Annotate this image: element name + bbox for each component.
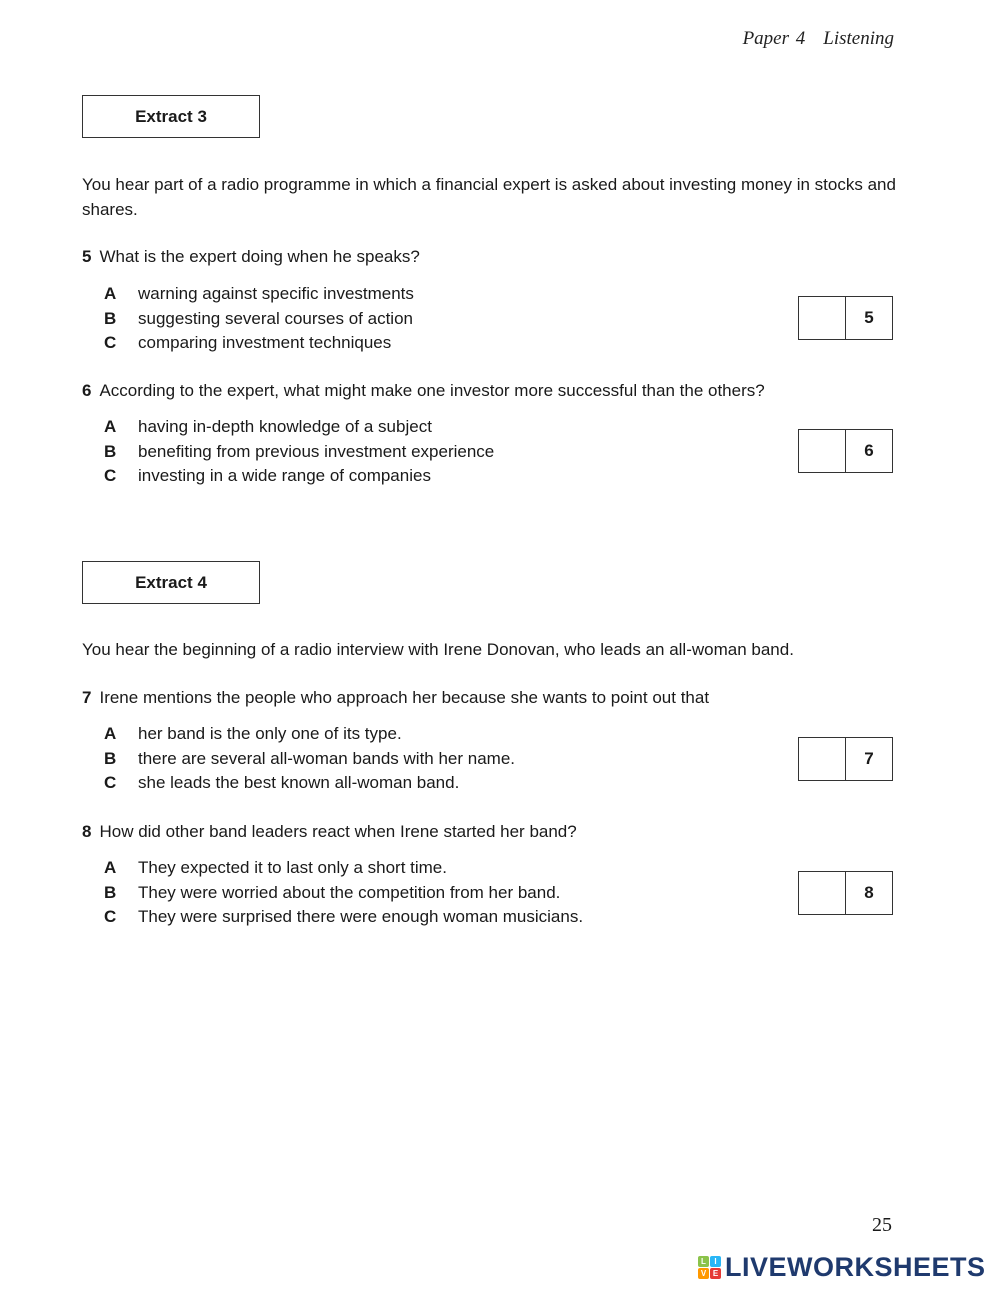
question-5-options	[104, 282, 414, 356]
option-c: C she leads the best known all-woman band.	[104, 773, 460, 792]
option-a: A her band is the only one of its type.	[104, 724, 402, 743]
option-a: A warning against specific investments	[104, 284, 414, 303]
question-number: 8	[82, 822, 92, 841]
extract-4-intro: You hear the beginning of a radio interview with Irene Donovan, who leads an all-woman band.	[82, 640, 794, 659]
answer-box-7	[798, 737, 893, 781]
question-number: 6	[82, 381, 92, 400]
page-header	[743, 28, 894, 50]
liveworksheets-icon: L I V E	[698, 1256, 721, 1279]
answer-box-8	[798, 871, 893, 915]
page-number: 25	[872, 1214, 892, 1236]
question-8-options	[104, 856, 583, 930]
question-5	[82, 245, 420, 269]
answer-box-number: 6	[864, 441, 874, 460]
question-6-options	[104, 415, 494, 489]
question-7-options	[104, 722, 515, 796]
extract-3-intro: You hear part of a radio programme in which a financial expert is asked about investing money in stocks and shares.	[82, 175, 896, 219]
option-a: A having in-depth knowledge of a subject	[104, 417, 432, 436]
answer-box-5	[798, 296, 893, 340]
answer-input-8[interactable]	[799, 872, 846, 914]
answer-box-number: 8	[864, 883, 874, 902]
option-a: A They expected it to last only a short time.	[104, 858, 447, 877]
question-7	[82, 686, 709, 710]
question-number: 7	[82, 688, 92, 707]
option-b: B benefiting from previous investment experience	[104, 441, 495, 461]
option-b: B there are several all-woman bands with her name.	[104, 748, 516, 768]
question-text: How did other band leaders react when Irene started her band?	[99, 822, 577, 841]
extract-4-title: Extract 4	[82, 561, 260, 604]
question-6	[82, 379, 765, 403]
option-b: B They were worried about the competition from her band.	[104, 882, 561, 902]
option-c: C They were surprised there were enough woman musicians.	[104, 907, 584, 926]
question-text: What is the expert doing when he speaks?	[99, 247, 420, 266]
liveworksheets-text: LIVEWORKSHEETS	[725, 1252, 986, 1282]
question-text: Irene mentions the people who approach her because she wants to point out that	[99, 688, 710, 707]
option-c: C comparing investment techniques	[104, 333, 392, 352]
answer-input-5[interactable]	[799, 297, 846, 339]
answer-input-7[interactable]	[799, 738, 846, 780]
extract-3-title: Extract 3	[82, 95, 260, 138]
section-label: Listening	[823, 28, 894, 49]
option-b: B suggesting several courses of action	[104, 308, 413, 328]
question-number: 5	[82, 247, 92, 266]
answer-box-number: 7	[864, 749, 874, 768]
answer-input-6[interactable]	[799, 430, 846, 472]
question-text: According to the expert, what might make one investor more successful than the others?	[99, 381, 765, 400]
question-8	[82, 820, 577, 844]
option-c: C investing in a wide range of companies	[104, 466, 431, 485]
answer-box-number: 5	[864, 308, 874, 327]
liveworksheets-logo[interactable]	[698, 1252, 986, 1283]
answer-box-6	[798, 429, 893, 473]
paper-label: Paper 4	[742, 28, 806, 49]
